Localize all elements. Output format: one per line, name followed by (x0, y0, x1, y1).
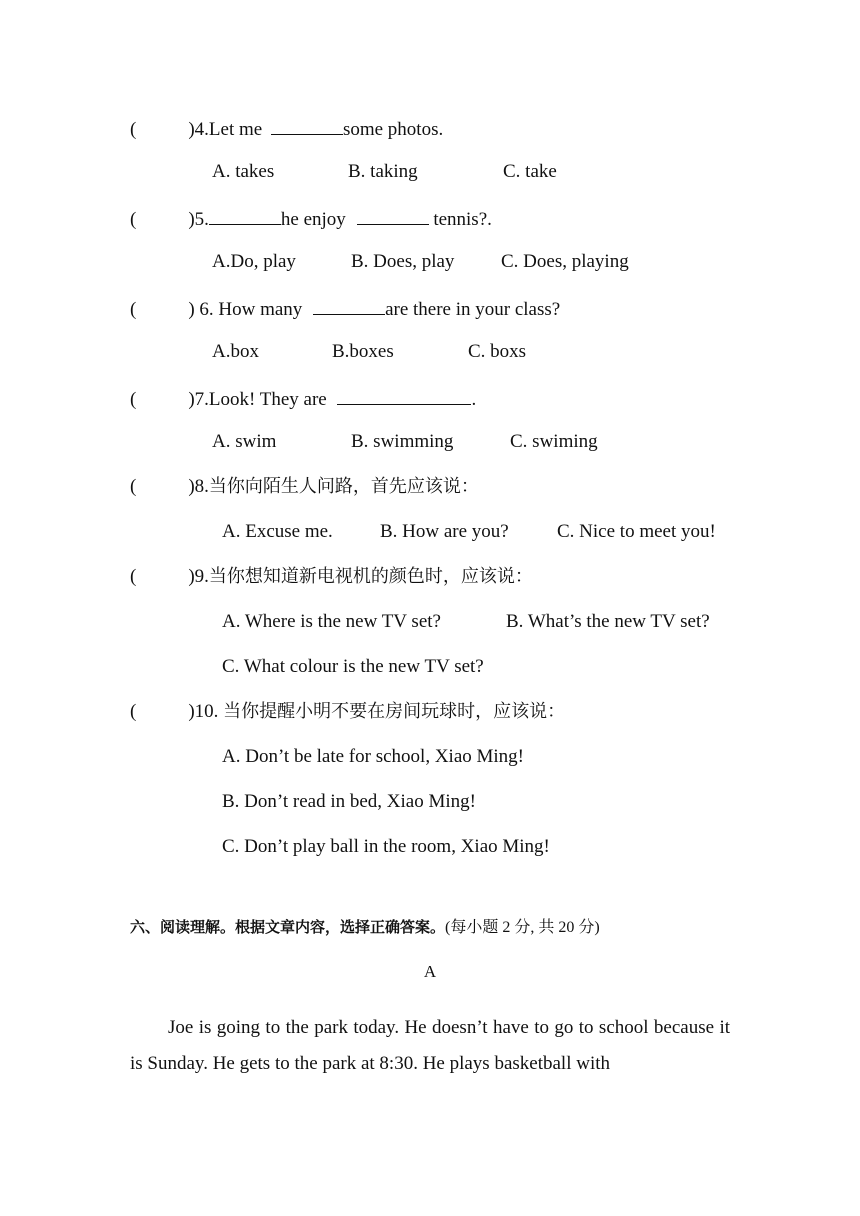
question-number: )7. (188, 389, 209, 410)
question-text: 当你向陌生人问路，首先应该说： (208, 476, 479, 497)
option-a[interactable]: A. swim (212, 431, 277, 452)
option-c[interactable]: C. swiming (510, 431, 598, 452)
question-text-after: tennis?. (428, 209, 492, 230)
question-text: How many (218, 299, 308, 320)
answer-paren-left: ( (130, 476, 137, 497)
question-7 (130, 386, 476, 411)
option-a[interactable]: A.box (212, 341, 259, 362)
answer-blank[interactable] (313, 296, 385, 315)
answer-blank[interactable] (271, 116, 343, 135)
question-9 (130, 566, 533, 588)
option-b[interactable]: B. taking (348, 161, 418, 182)
section-score: (每小题 2 分, 共 20 分) (445, 919, 600, 936)
section-title: 六、阅读理解。根据文章内容，选择正确答案。 (130, 918, 446, 936)
question-text: 当你想知道新电视机的颜色时，应该说： (208, 566, 533, 587)
option-b[interactable]: B.boxes (332, 341, 394, 362)
option-c[interactable]: C. take (503, 161, 557, 182)
question-number: ) 6. (188, 299, 219, 320)
section-6-heading (130, 916, 600, 939)
question-8 (130, 476, 479, 498)
answer-blank[interactable] (337, 386, 471, 405)
answer-paren-left: ( (130, 299, 137, 320)
question-number: )10. (188, 701, 224, 722)
answer-blank-2[interactable] (357, 206, 429, 225)
option-c[interactable]: C. Don’t play ball in the room, Xiao Ming! (222, 836, 550, 857)
passage-text: Joe is going to the park today. He doesn’t have to go to school because it is Sunday. He gets to the park at 8:30. He plays basketball with (130, 1017, 730, 1074)
answer-paren-left: ( (130, 566, 137, 587)
option-b[interactable]: B. How are you? (380, 521, 509, 542)
option-c[interactable]: C. Does, playing (501, 251, 629, 272)
question-6 (130, 296, 560, 321)
answer-paren-left: ( (130, 701, 137, 722)
question-number: )4. (188, 119, 209, 140)
reading-passage (130, 1010, 730, 1082)
option-c[interactable]: C. Nice to meet you! (557, 521, 716, 542)
question-number: )5. (188, 209, 209, 230)
option-b[interactable]: B. Don’t read in bed, Xiao Ming! (222, 791, 476, 812)
question-text: Look! They are (208, 389, 332, 410)
answer-blank-1[interactable] (209, 206, 281, 225)
answer-paren-left: ( (130, 389, 137, 410)
question-number: )9. (188, 566, 209, 587)
option-c[interactable]: C. What colour is the new TV set? (222, 656, 484, 677)
question-5 (130, 206, 492, 231)
question-text-after: are there in your class? (385, 299, 561, 320)
option-b[interactable]: B. Does, play (351, 251, 455, 272)
option-c[interactable]: C. boxs (468, 341, 527, 362)
option-b[interactable]: B. What’s the new TV set? (506, 611, 710, 632)
option-a[interactable]: A. takes (212, 161, 275, 182)
passage-label: A (423, 962, 437, 981)
question-number: )8. (188, 476, 209, 497)
question-text-after: some photos. (342, 119, 444, 140)
question-text: he enjoy (280, 209, 351, 230)
option-a[interactable]: A.Do, play (212, 251, 296, 272)
answer-paren-left: ( (130, 119, 137, 140)
question-text: Let me (208, 119, 267, 140)
option-b[interactable]: B. swimming (351, 431, 454, 452)
question-4 (130, 116, 443, 141)
option-a[interactable]: A. Where is the new TV set? (222, 611, 441, 632)
question-text: 当你提醒小明不要在房间玩球时，应该说： (223, 701, 566, 722)
option-a[interactable]: A. Excuse me. (222, 521, 333, 542)
answer-paren-left: ( (130, 209, 137, 230)
question-text-after: . (471, 389, 477, 410)
question-10 (130, 701, 565, 723)
option-a[interactable]: A. Don’t be late for school, Xiao Ming! (222, 746, 525, 767)
